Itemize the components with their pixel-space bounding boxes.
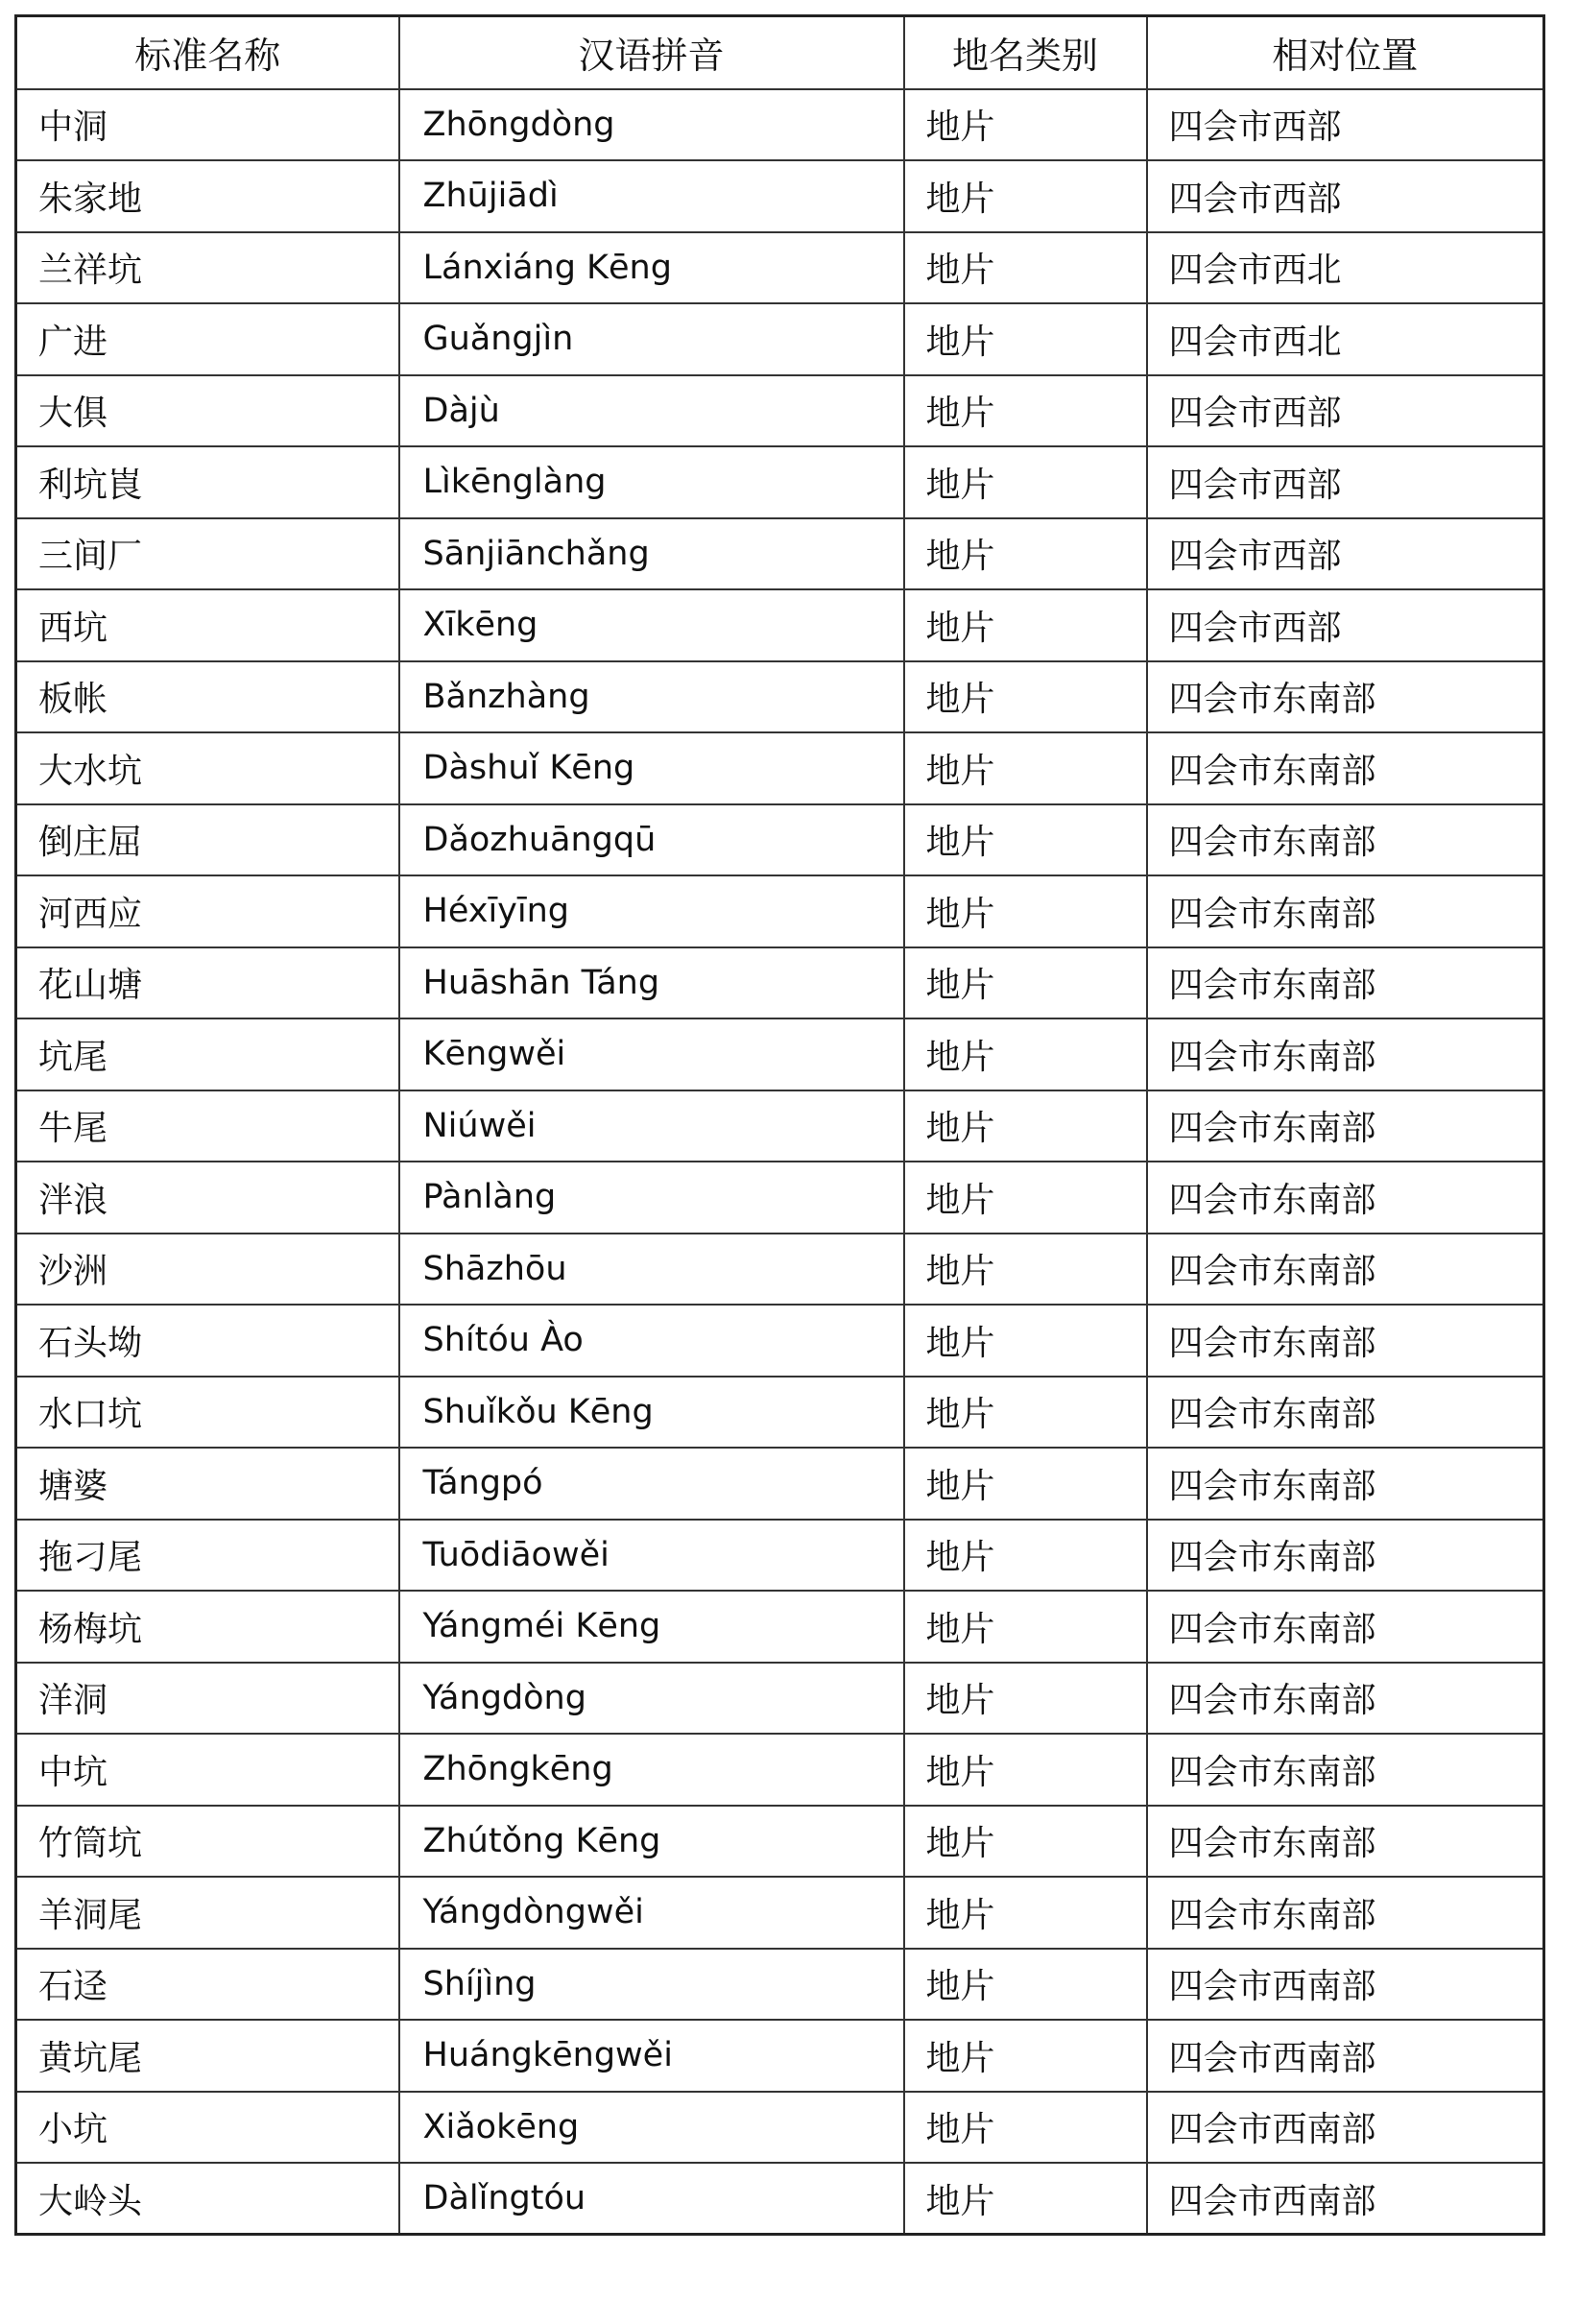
cell-place-category: 地片 — [904, 2092, 1147, 2164]
table-row — [16, 1734, 1544, 1806]
cell-place-category: 地片 — [904, 1234, 1147, 1306]
cell-relative-position: 四会市东南部 — [1147, 1734, 1544, 1806]
table-row — [16, 2092, 1544, 2164]
cell-standard-name: 大水坑 — [16, 732, 399, 804]
cell-standard-name: 中坑 — [16, 1734, 399, 1806]
cell-relative-position: 四会市西部 — [1147, 160, 1544, 232]
cell-relative-position: 四会市西部 — [1147, 518, 1544, 590]
cell-pinyin: Shuǐkǒu Kēng — [399, 1377, 904, 1449]
cell-pinyin: Yángméi Kēng — [399, 1591, 904, 1663]
cell-place-category: 地片 — [904, 1806, 1147, 1878]
cell-place-category: 地片 — [904, 1520, 1147, 1592]
header-relative-position: 相对位置 — [1147, 16, 1544, 89]
cell-relative-position: 四会市西部 — [1147, 375, 1544, 447]
cell-place-category: 地片 — [904, 375, 1147, 447]
cell-pinyin: Huángkēngwěi — [399, 2020, 904, 2092]
cell-standard-name: 利坑崀 — [16, 446, 399, 518]
cell-place-category: 地片 — [904, 2163, 1147, 2235]
cell-pinyin: Huāshān Táng — [399, 947, 904, 1019]
cell-relative-position: 四会市东南部 — [1147, 1090, 1544, 1162]
cell-place-category: 地片 — [904, 2020, 1147, 2092]
cell-standard-name: 泮浪 — [16, 1162, 399, 1234]
table-header-row — [16, 16, 1544, 89]
cell-place-category: 地片 — [904, 232, 1147, 304]
cell-relative-position: 四会市西部 — [1147, 446, 1544, 518]
cell-standard-name: 广进 — [16, 303, 399, 375]
cell-place-category: 地片 — [904, 1162, 1147, 1234]
cell-relative-position: 四会市东南部 — [1147, 1877, 1544, 1949]
cell-pinyin: Tuōdiāowěi — [399, 1520, 904, 1592]
cell-standard-name: 水口坑 — [16, 1377, 399, 1449]
table-body — [16, 89, 1544, 2235]
table-row — [16, 2163, 1544, 2235]
cell-place-category: 地片 — [904, 518, 1147, 590]
cell-pinyin: Yángdòngwěi — [399, 1877, 904, 1949]
cell-place-category: 地片 — [904, 661, 1147, 733]
cell-standard-name: 倒庄屈 — [16, 804, 399, 876]
table-row — [16, 804, 1544, 876]
table-row — [16, 232, 1544, 304]
cell-pinyin: Zhōngdòng — [399, 89, 904, 161]
table-row — [16, 1591, 1544, 1663]
header-place-category: 地名类别 — [904, 16, 1147, 89]
cell-standard-name: 杨梅坑 — [16, 1591, 399, 1663]
table-row — [16, 1305, 1544, 1377]
cell-relative-position: 四会市东南部 — [1147, 1520, 1544, 1592]
cell-place-category: 地片 — [904, 89, 1147, 161]
table-row — [16, 1377, 1544, 1449]
table-row — [16, 1234, 1544, 1306]
table-row — [16, 1877, 1544, 1949]
cell-pinyin: Bǎnzhàng — [399, 661, 904, 733]
cell-relative-position: 四会市东南部 — [1147, 1234, 1544, 1306]
cell-pinyin: Shāzhōu — [399, 1234, 904, 1306]
cell-relative-position: 四会市东南部 — [1147, 1591, 1544, 1663]
cell-relative-position: 四会市西南部 — [1147, 2092, 1544, 2164]
cell-pinyin: Dàjù — [399, 375, 904, 447]
cell-pinyin: Guǎngjìn — [399, 303, 904, 375]
cell-place-category: 地片 — [904, 1305, 1147, 1377]
cell-relative-position: 四会市东南部 — [1147, 661, 1544, 733]
cell-place-category: 地片 — [904, 1663, 1147, 1735]
cell-standard-name: 花山塘 — [16, 947, 399, 1019]
cell-relative-position: 四会市东南部 — [1147, 1448, 1544, 1520]
table-row — [16, 661, 1544, 733]
cell-relative-position: 四会市东南部 — [1147, 947, 1544, 1019]
cell-pinyin: Héxīyīng — [399, 875, 904, 947]
cell-pinyin: Zhōngkēng — [399, 1734, 904, 1806]
cell-relative-position: 四会市东南部 — [1147, 1806, 1544, 1878]
cell-pinyin: Niúwěi — [399, 1090, 904, 1162]
cell-pinyin: Shítóu Ào — [399, 1305, 904, 1377]
table-row — [16, 1448, 1544, 1520]
cell-relative-position: 四会市东南部 — [1147, 1305, 1544, 1377]
table-row — [16, 303, 1544, 375]
table-row — [16, 1663, 1544, 1735]
table-row — [16, 518, 1544, 590]
place-names-table — [14, 14, 1545, 2236]
table-row — [16, 2020, 1544, 2092]
cell-standard-name: 坑尾 — [16, 1018, 399, 1090]
cell-standard-name: 羊洞尾 — [16, 1877, 399, 1949]
table-row — [16, 1520, 1544, 1592]
table-row — [16, 375, 1544, 447]
cell-place-category: 地片 — [904, 160, 1147, 232]
cell-relative-position: 四会市东南部 — [1147, 1018, 1544, 1090]
table-row — [16, 1949, 1544, 2021]
cell-relative-position: 四会市西南部 — [1147, 1949, 1544, 2021]
cell-relative-position: 四会市东南部 — [1147, 1663, 1544, 1735]
cell-pinyin: Kēngwěi — [399, 1018, 904, 1090]
cell-standard-name: 洋洞 — [16, 1663, 399, 1735]
cell-place-category: 地片 — [904, 1377, 1147, 1449]
cell-relative-position: 四会市东南部 — [1147, 804, 1544, 876]
cell-place-category: 地片 — [904, 1734, 1147, 1806]
cell-pinyin: Xīkēng — [399, 589, 904, 661]
cell-place-category: 地片 — [904, 303, 1147, 375]
cell-standard-name: 牛尾 — [16, 1090, 399, 1162]
table-row — [16, 160, 1544, 232]
cell-standard-name: 拖刁尾 — [16, 1520, 399, 1592]
cell-standard-name: 石迳 — [16, 1949, 399, 2021]
cell-standard-name: 三间厂 — [16, 518, 399, 590]
cell-relative-position: 四会市西南部 — [1147, 2163, 1544, 2235]
cell-pinyin: Yángdòng — [399, 1663, 904, 1735]
table-row — [16, 947, 1544, 1019]
cell-pinyin: Dàshuǐ Kēng — [399, 732, 904, 804]
cell-place-category: 地片 — [904, 947, 1147, 1019]
cell-relative-position: 四会市西北 — [1147, 232, 1544, 304]
cell-standard-name: 中洞 — [16, 89, 399, 161]
cell-pinyin: Lánxiáng Kēng — [399, 232, 904, 304]
cell-relative-position: 四会市东南部 — [1147, 1377, 1544, 1449]
cell-pinyin: Dàlǐngtóu — [399, 2163, 904, 2235]
table-row — [16, 89, 1544, 161]
cell-place-category: 地片 — [904, 1090, 1147, 1162]
cell-pinyin: Sānjiānchǎng — [399, 518, 904, 590]
cell-relative-position: 四会市东南部 — [1147, 875, 1544, 947]
cell-pinyin: Lìkēnglàng — [399, 446, 904, 518]
cell-standard-name: 西坑 — [16, 589, 399, 661]
table-row — [16, 589, 1544, 661]
cell-standard-name: 河西应 — [16, 875, 399, 947]
cell-standard-name: 大岭头 — [16, 2163, 399, 2235]
cell-standard-name: 小坑 — [16, 2092, 399, 2164]
cell-relative-position: 四会市西部 — [1147, 89, 1544, 161]
cell-pinyin: Dǎozhuāngqū — [399, 804, 904, 876]
table-row — [16, 1090, 1544, 1162]
cell-pinyin: Tángpó — [399, 1448, 904, 1520]
cell-place-category: 地片 — [904, 732, 1147, 804]
cell-relative-position: 四会市东南部 — [1147, 1162, 1544, 1234]
cell-standard-name: 沙洲 — [16, 1234, 399, 1306]
cell-pinyin: Xiǎokēng — [399, 2092, 904, 2164]
cell-place-category: 地片 — [904, 1591, 1147, 1663]
cell-standard-name: 大俱 — [16, 375, 399, 447]
cell-pinyin: Zhūjiādì — [399, 160, 904, 232]
cell-standard-name: 竹筒坑 — [16, 1806, 399, 1878]
cell-relative-position: 四会市西部 — [1147, 589, 1544, 661]
cell-pinyin: Shíjìng — [399, 1949, 904, 2021]
table-row — [16, 875, 1544, 947]
cell-place-category: 地片 — [904, 446, 1147, 518]
cell-standard-name: 板帐 — [16, 661, 399, 733]
table-row — [16, 1018, 1544, 1090]
cell-standard-name: 兰祥坑 — [16, 232, 399, 304]
cell-place-category: 地片 — [904, 1877, 1147, 1949]
cell-pinyin: Pànlàng — [399, 1162, 904, 1234]
header-standard-name: 标准名称 — [16, 16, 399, 89]
cell-place-category: 地片 — [904, 589, 1147, 661]
cell-place-category: 地片 — [904, 1018, 1147, 1090]
cell-place-category: 地片 — [904, 875, 1147, 947]
table-row — [16, 732, 1544, 804]
cell-place-category: 地片 — [904, 1448, 1147, 1520]
table-row — [16, 446, 1544, 518]
table-row — [16, 1162, 1544, 1234]
cell-standard-name: 石头坳 — [16, 1305, 399, 1377]
cell-standard-name: 黄坑尾 — [16, 2020, 399, 2092]
cell-standard-name: 塘婆 — [16, 1448, 399, 1520]
cell-place-category: 地片 — [904, 804, 1147, 876]
cell-relative-position: 四会市西南部 — [1147, 2020, 1544, 2092]
cell-place-category: 地片 — [904, 1949, 1147, 2021]
cell-relative-position: 四会市西北 — [1147, 303, 1544, 375]
header-pinyin: 汉语拼音 — [399, 16, 904, 89]
cell-standard-name: 朱家地 — [16, 160, 399, 232]
cell-relative-position: 四会市东南部 — [1147, 732, 1544, 804]
table-row — [16, 1806, 1544, 1878]
cell-pinyin: Zhútǒng Kēng — [399, 1806, 904, 1878]
